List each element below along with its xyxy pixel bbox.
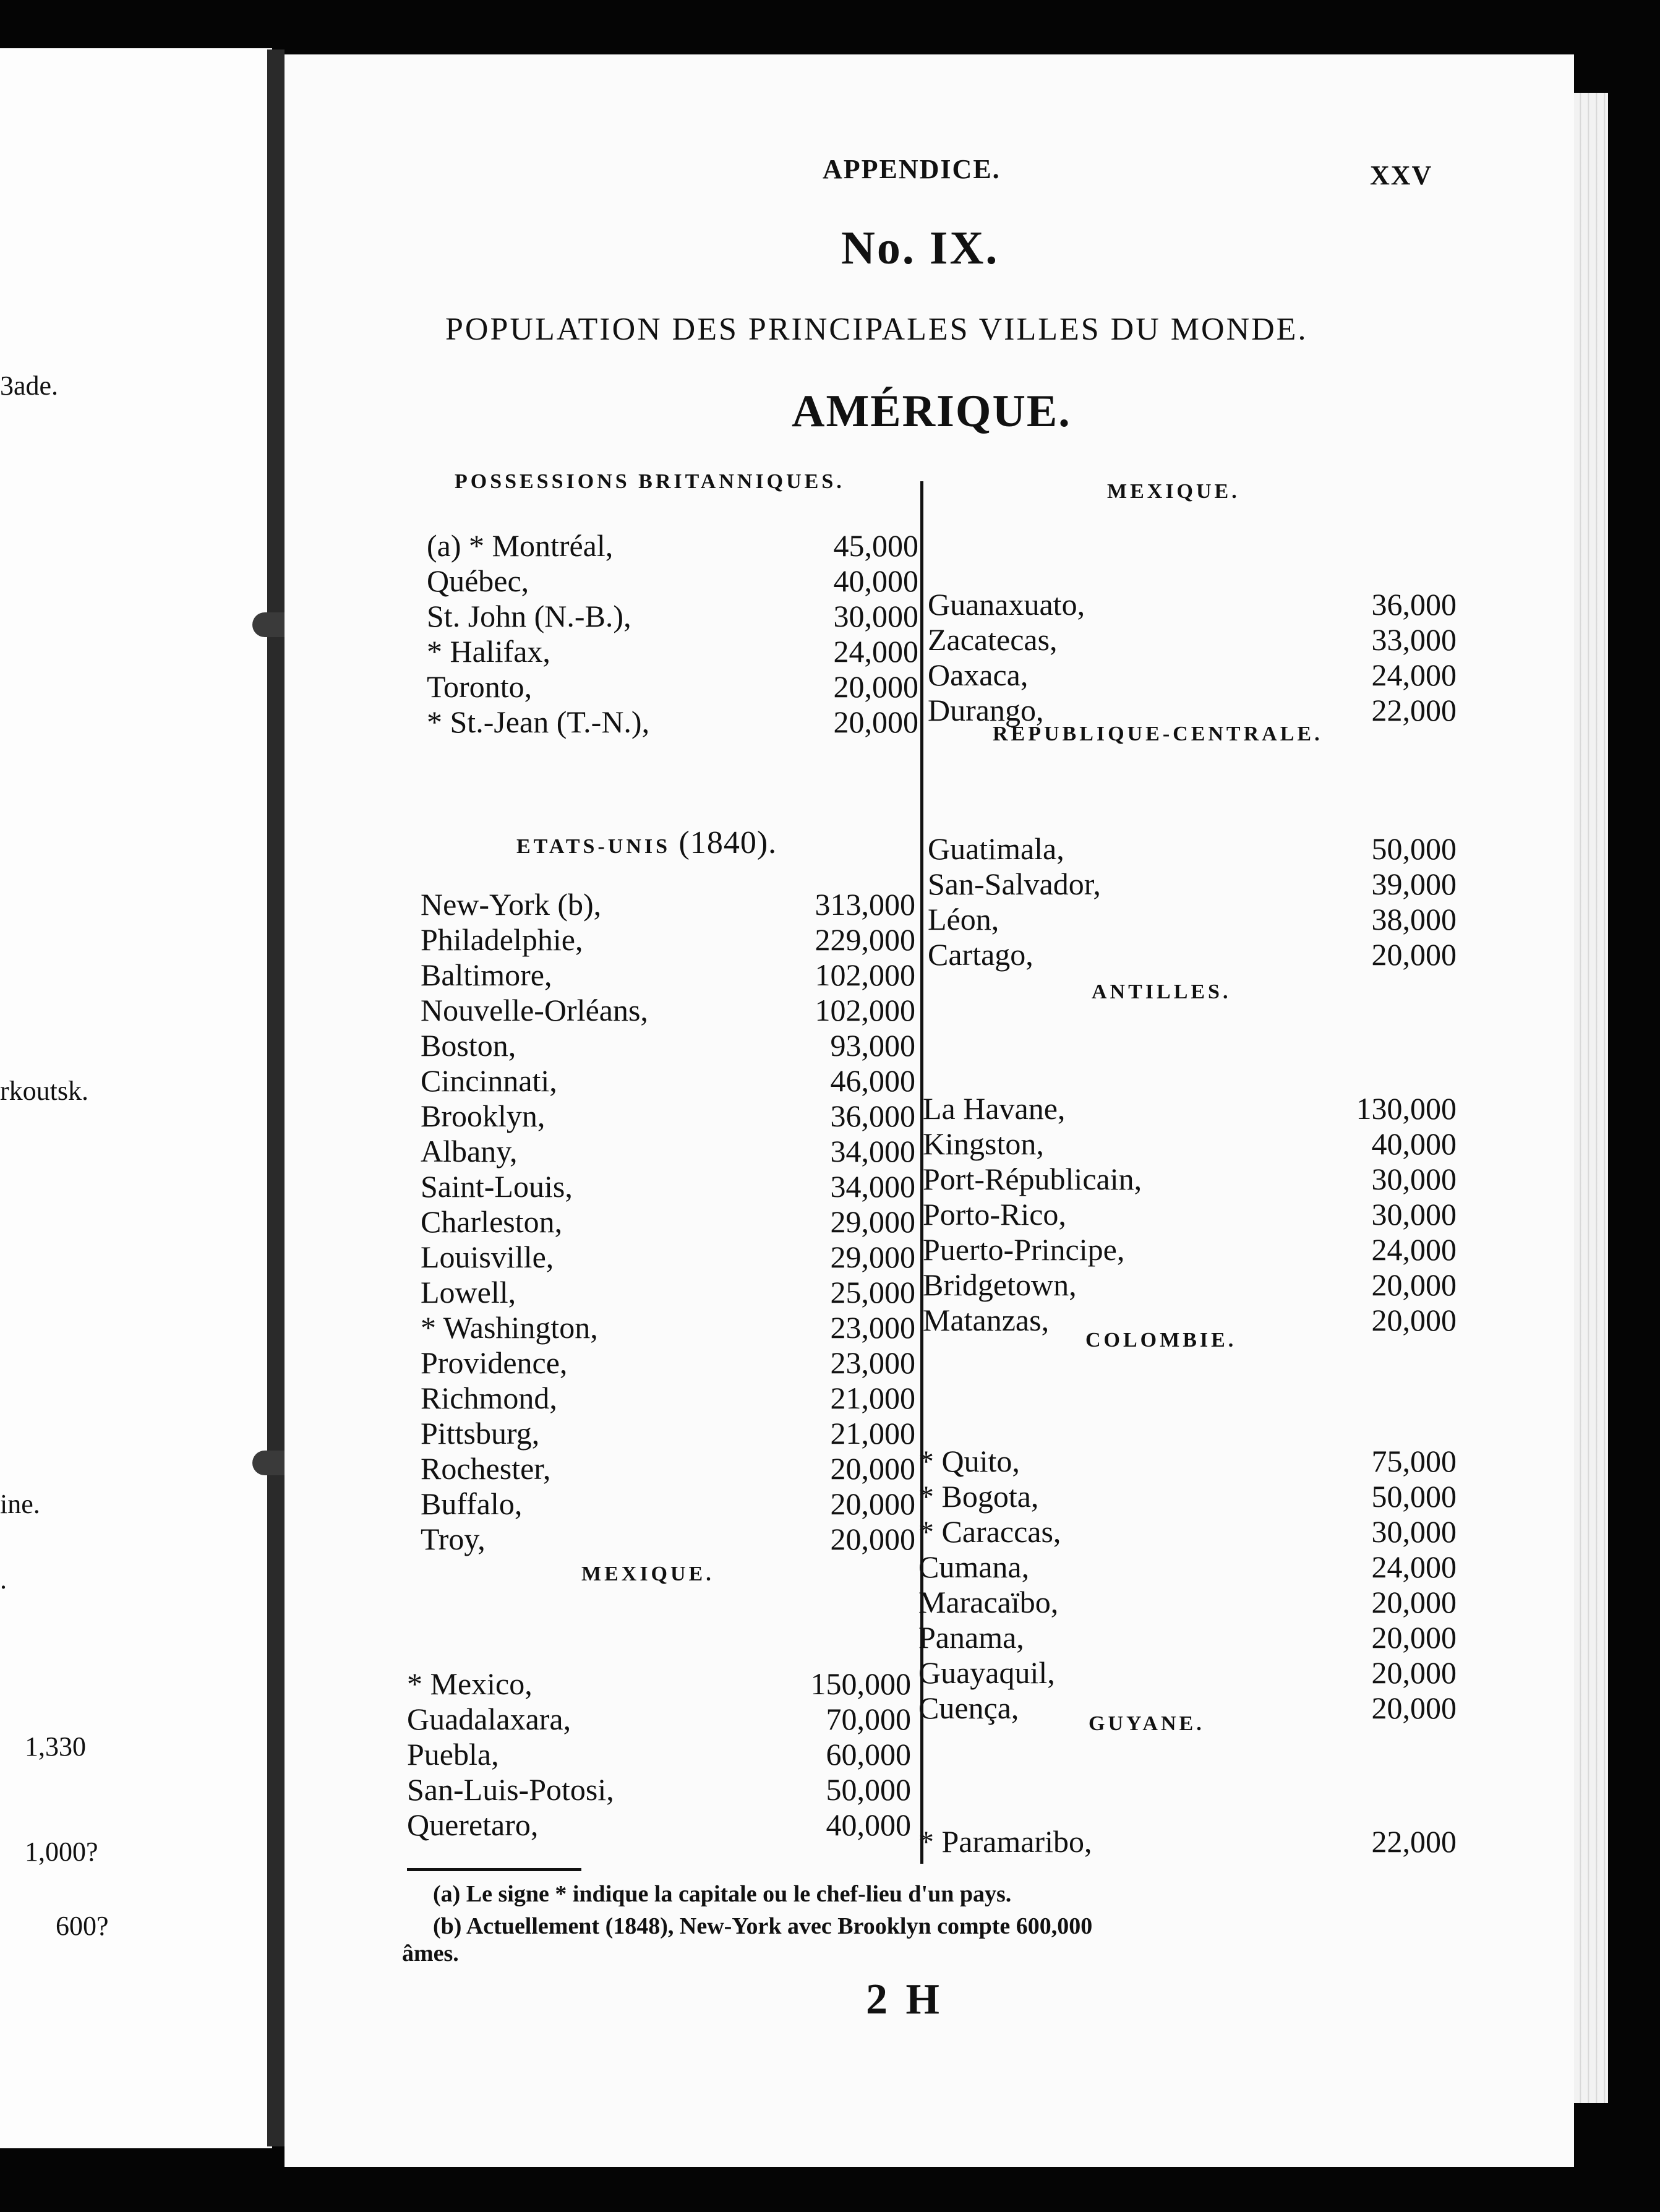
city-name: * St.-Jean (T.-N.), <box>427 705 650 739</box>
population-value: 130,000 <box>1356 1091 1457 1126</box>
table-row <box>421 1274 915 1310</box>
signature-mark: 2 H <box>866 1976 943 2023</box>
table-row <box>928 657 1457 693</box>
group-heading: GUYANE. <box>1089 1712 1205 1735</box>
city-name: Matanzas, <box>923 1303 1050 1337</box>
table-row <box>427 563 918 599</box>
city-name: (a) * Montréal, <box>427 528 614 563</box>
city-name: Bridgetown, <box>923 1267 1077 1302</box>
table-row <box>421 1204 915 1240</box>
population-value: 20,000 <box>833 705 918 739</box>
population-value: 24,000 <box>1371 1550 1457 1584</box>
table-row <box>923 1161 1457 1197</box>
city-name: Rochester, <box>421 1451 551 1486</box>
city-name: Baltimore, <box>421 958 552 992</box>
table-row <box>427 598 918 634</box>
city-name: Cuença, <box>918 1691 1019 1725</box>
page-number: XXV <box>1370 160 1433 191</box>
table-row <box>407 1701 911 1737</box>
city-name: Panama, <box>918 1620 1024 1655</box>
city-name: Oaxaca, <box>928 658 1029 692</box>
table-row <box>421 1345 915 1381</box>
city-name: Cincinnati, <box>421 1063 557 1098</box>
population-value: 22,000 <box>1371 1824 1457 1859</box>
city-name: Québec, <box>427 564 529 598</box>
city-name: La Havane, <box>923 1091 1066 1126</box>
table-row <box>407 1807 911 1843</box>
population-value: 46,000 <box>830 1063 915 1098</box>
city-name: Nouvelle-Orléans, <box>421 993 648 1027</box>
city-name: Pittsburg, <box>421 1416 540 1451</box>
population-value: 229,000 <box>815 922 915 957</box>
table-row <box>421 1239 915 1275</box>
group-heading: ANTILLES. <box>1092 980 1231 1003</box>
population-value: 23,000 <box>830 1310 915 1345</box>
group-heading-text: ETATS-UNIS <box>516 835 671 858</box>
city-name: Lowell, <box>421 1275 516 1310</box>
table-row <box>421 1380 915 1416</box>
city-name: Porto-Rico, <box>923 1197 1066 1232</box>
table-row <box>427 669 918 705</box>
population-value: 20,000 <box>830 1522 915 1556</box>
population-value: 23,000 <box>830 1345 915 1380</box>
table-row <box>421 1310 915 1345</box>
city-name: Cumana, <box>918 1550 1030 1584</box>
population-value: 21,000 <box>830 1416 915 1451</box>
population-value: 39,000 <box>1371 867 1457 901</box>
population-value: 30,000 <box>1371 1514 1457 1549</box>
table-row <box>421 1027 915 1063</box>
population-value: 313,000 <box>815 887 915 922</box>
table-row <box>923 1196 1457 1232</box>
city-name: Saint-Louis, <box>421 1169 573 1204</box>
population-value: 45,000 <box>833 528 918 563</box>
table-row <box>928 937 1457 972</box>
population-value: 33,000 <box>1371 622 1457 657</box>
population-value: 20,000 <box>1371 1620 1457 1655</box>
city-name: Puebla, <box>407 1737 499 1772</box>
table-row <box>421 1521 915 1557</box>
city-name: Guayaquil, <box>918 1655 1055 1690</box>
left-fragment-text: 600? <box>56 1911 109 1941</box>
population-value: 20,000 <box>1371 1691 1457 1725</box>
city-name: Charleston, <box>421 1204 563 1239</box>
city-name: Guanaxuato, <box>928 587 1085 622</box>
group-heading: MEXIQUE. <box>1107 480 1240 503</box>
table-row <box>407 1772 911 1807</box>
table-row <box>918 1584 1457 1620</box>
population-value: 60,000 <box>826 1737 911 1772</box>
table-row <box>427 633 918 669</box>
population-value: 102,000 <box>815 958 915 992</box>
city-name: * Paramaribo, <box>918 1824 1092 1859</box>
population-value: 40,000 <box>826 1807 911 1842</box>
group-heading <box>516 825 777 861</box>
city-name: * Quito, <box>918 1444 1020 1478</box>
city-name: Queretaro, <box>407 1807 539 1842</box>
table-row <box>923 1091 1457 1126</box>
table-row <box>421 1133 915 1169</box>
city-name: Boston, <box>421 1028 516 1063</box>
group-heading: MEXIQUE. <box>581 1563 714 1585</box>
city-name: Guadalaxara, <box>407 1702 571 1736</box>
city-name: * Bogota, <box>918 1479 1039 1514</box>
table-row <box>928 586 1457 622</box>
city-name: Providence, <box>421 1345 568 1380</box>
city-name: Port-Républicain, <box>923 1162 1142 1196</box>
city-name: Puerto-Principe, <box>923 1232 1125 1267</box>
city-name: Richmond, <box>421 1381 557 1415</box>
population-value: 93,000 <box>830 1028 915 1063</box>
section-title: AMÉRIQUE. <box>792 386 1071 437</box>
group-heading-year: (1840). <box>678 825 777 860</box>
city-name: * Washington, <box>421 1310 598 1345</box>
left-page-fragment <box>0 48 272 2148</box>
population-value: 29,000 <box>830 1204 915 1239</box>
table-row <box>928 831 1457 867</box>
population-value: 22,000 <box>1371 693 1457 727</box>
group-heading: COLOMBIE. <box>1085 1329 1237 1352</box>
population-value: 50,000 <box>1371 1479 1457 1514</box>
left-fragment-text: rkoutsk. <box>0 1076 88 1106</box>
table-row <box>421 1415 915 1451</box>
table-row <box>918 1824 1457 1859</box>
page-title: POPULATION DES PRINCIPALES VILLES DU MONDE. <box>445 312 1308 347</box>
table-row <box>421 886 915 922</box>
city-name: Philadelphie, <box>421 922 583 957</box>
table-row <box>918 1619 1457 1655</box>
footnote-rule <box>407 1868 581 1871</box>
table-row <box>928 866 1457 902</box>
city-name: Zacatecas, <box>928 622 1058 657</box>
population-value: 29,000 <box>830 1240 915 1274</box>
population-value: 20,000 <box>830 1451 915 1486</box>
table-row <box>928 901 1457 937</box>
population-value: 20,000 <box>1371 1303 1457 1337</box>
table-row <box>427 704 918 740</box>
population-value: 20,000 <box>1371 1267 1457 1302</box>
table-row <box>421 992 915 1028</box>
population-value: 30,000 <box>833 599 918 633</box>
table-row <box>421 1451 915 1486</box>
city-name: Buffalo, <box>421 1486 523 1521</box>
city-name: Toronto, <box>427 669 533 704</box>
population-value: 38,000 <box>1371 902 1457 937</box>
population-value: 24,000 <box>1371 1232 1457 1267</box>
table-row <box>421 957 915 993</box>
left-fragment-text: 3ade. <box>0 371 59 401</box>
population-value: 24,000 <box>833 634 918 669</box>
population-value: 30,000 <box>1371 1197 1457 1232</box>
population-value: 20,000 <box>1371 1655 1457 1690</box>
book-spine <box>267 49 285 2146</box>
table-row <box>918 1478 1457 1514</box>
city-name: Cartago, <box>928 937 1033 972</box>
document-number: No. IX. <box>841 222 999 274</box>
population-value: 36,000 <box>830 1099 915 1133</box>
city-name: Léon, <box>928 902 999 937</box>
city-name: Louisville, <box>421 1240 554 1274</box>
city-name: Kingston, <box>923 1126 1044 1161</box>
right-page <box>285 54 1574 2167</box>
population-value: 150,000 <box>810 1666 911 1701</box>
population-value: 50,000 <box>826 1772 911 1807</box>
population-value: 36,000 <box>1371 587 1457 622</box>
table-row <box>918 1655 1457 1691</box>
population-value: 30,000 <box>1371 1162 1457 1196</box>
city-name: Troy, <box>421 1522 486 1556</box>
population-value: 102,000 <box>815 993 915 1027</box>
table-row <box>421 1063 915 1099</box>
left-fragment-text: 1,000? <box>25 1837 98 1867</box>
table-row <box>427 528 918 564</box>
city-name: Maracaïbo, <box>918 1585 1059 1619</box>
population-value: 20,000 <box>1371 1585 1457 1619</box>
population-value: 21,000 <box>830 1381 915 1415</box>
population-value: 20,000 <box>1371 937 1457 972</box>
table-row <box>407 1666 911 1702</box>
table-row <box>918 1443 1457 1479</box>
table-row <box>923 1232 1457 1267</box>
population-value: 34,000 <box>830 1169 915 1204</box>
population-value: 75,000 <box>1371 1444 1457 1478</box>
table-row <box>421 1486 915 1522</box>
running-title: APPENDICE. <box>823 154 1001 184</box>
table-row <box>923 1126 1457 1162</box>
city-name: Durango, <box>928 693 1044 727</box>
city-name: San-Luis-Potosi, <box>407 1772 614 1807</box>
table-row <box>918 1549 1457 1585</box>
footnote-b-continued: âmes. <box>402 1940 459 1966</box>
left-fragment-text: . <box>0 1564 7 1595</box>
city-name: * Mexico, <box>407 1666 533 1701</box>
population-value: 25,000 <box>830 1275 915 1310</box>
table-row <box>928 622 1457 658</box>
city-name: New-York (b), <box>421 887 602 922</box>
city-name: Brooklyn, <box>421 1099 545 1133</box>
population-value: 40,000 <box>1371 1126 1457 1161</box>
table-row <box>421 1098 915 1134</box>
city-name: San-Salvador, <box>928 867 1101 901</box>
population-value: 20,000 <box>833 669 918 704</box>
population-value: 70,000 <box>826 1702 911 1736</box>
table-row <box>421 922 915 958</box>
city-name: St. John (N.-B.), <box>427 599 631 633</box>
city-name: * Caraccas, <box>918 1514 1061 1549</box>
footnote-b: (b) Actuellement (1848), New-York avec Brooklyn compte 600,000 <box>433 1913 1093 1939</box>
population-value: 20,000 <box>830 1486 915 1521</box>
group-heading: POSSESSIONS BRITANNIQUES. <box>455 470 845 493</box>
population-value: 24,000 <box>1371 658 1457 692</box>
table-row <box>918 1514 1457 1550</box>
population-value: 50,000 <box>1371 831 1457 866</box>
city-name: Albany, <box>421 1134 518 1168</box>
city-name: Guatimala, <box>928 831 1064 866</box>
left-fragment-text: ine. <box>0 1489 40 1519</box>
group-heading: REPUBLIQUE-CENTRALE. <box>993 722 1323 745</box>
table-row <box>421 1168 915 1204</box>
left-fragment-text: 1,330 <box>25 1731 86 1762</box>
table-row <box>407 1736 911 1772</box>
table-row <box>923 1267 1457 1303</box>
footnote-a: (a) Le signe * indique la capitale ou le chef-lieu d'un pays. <box>433 1881 1012 1907</box>
city-name: * Halifax, <box>427 634 550 669</box>
population-value: 34,000 <box>830 1134 915 1168</box>
population-value: 40,000 <box>833 564 918 598</box>
